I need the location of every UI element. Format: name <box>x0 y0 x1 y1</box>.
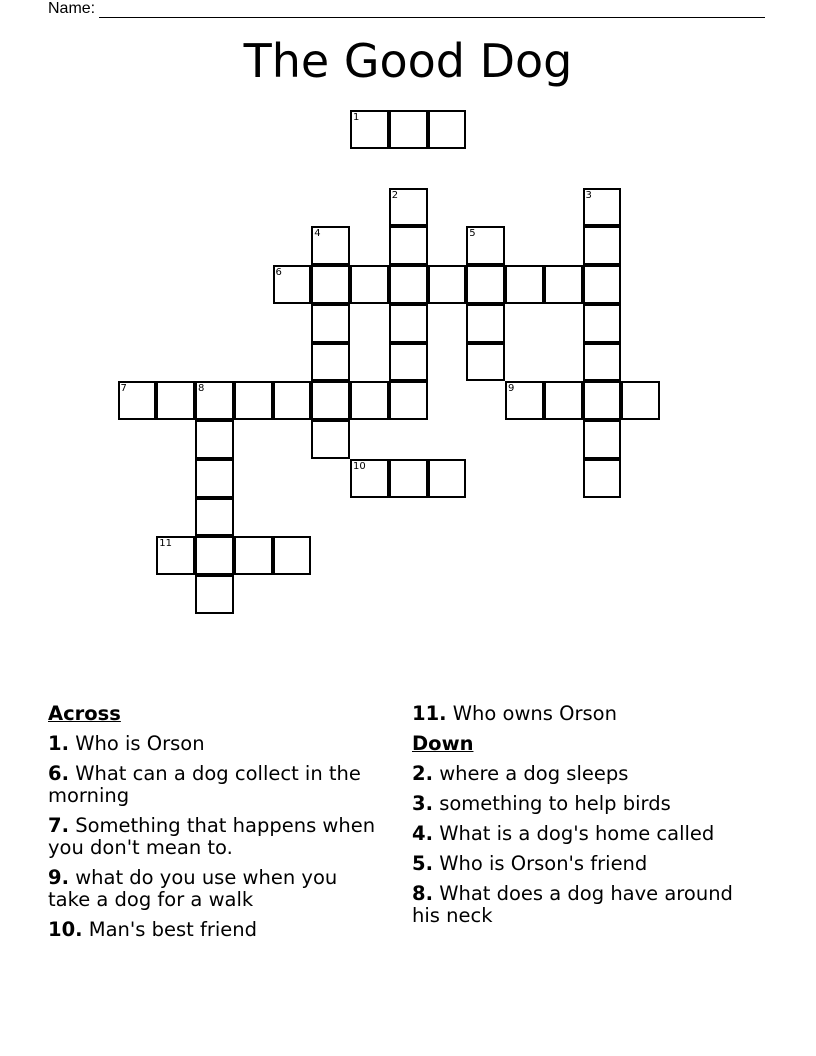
clue-item <box>412 703 742 725</box>
clue-num: 4. <box>412 822 433 845</box>
grid-cell[interactable] <box>195 536 234 575</box>
grid-cell[interactable] <box>583 304 622 343</box>
clue-number: 3 <box>585 189 592 201</box>
clue-num: 11. <box>412 702 447 725</box>
grid-cell[interactable] <box>583 265 622 304</box>
grid-cell[interactable] <box>195 575 234 614</box>
grid-cell[interactable] <box>389 110 428 149</box>
grid-cell[interactable] <box>389 226 428 265</box>
clue-text: Man's best friend <box>88 918 258 941</box>
clues-column-left <box>48 703 378 949</box>
clue-item <box>48 815 378 859</box>
clue-num: 1. <box>48 732 69 755</box>
clue-item <box>48 867 378 911</box>
grid-cell[interactable] <box>466 304 505 343</box>
grid-cell[interactable] <box>311 420 350 459</box>
grid-cell[interactable] <box>389 343 428 382</box>
grid-cell[interactable] <box>505 265 544 304</box>
grid-cell[interactable] <box>195 498 234 537</box>
clue-number: 4 <box>314 228 321 240</box>
grid-cell[interactable] <box>350 381 389 420</box>
clue-text: where a dog sleeps <box>439 762 629 785</box>
grid-cell[interactable] <box>583 226 622 265</box>
grid-cell[interactable] <box>583 459 622 498</box>
grid-cell[interactable] <box>428 265 467 304</box>
clue-num: 10. <box>48 918 83 941</box>
clue-num: 7. <box>48 814 69 837</box>
grid-cell[interactable] <box>273 536 312 575</box>
clue-number: 8 <box>198 383 205 395</box>
clue-number: 10 <box>353 460 366 472</box>
clue-text: something to help birds <box>439 792 671 815</box>
grid-cell[interactable] <box>350 110 389 149</box>
grid-cell[interactable] <box>311 304 350 343</box>
grid-cell[interactable] <box>544 381 583 420</box>
grid-cell[interactable] <box>156 381 195 420</box>
grid-cell[interactable] <box>195 381 234 420</box>
grid-cell[interactable] <box>466 343 505 382</box>
grid-cell[interactable] <box>118 381 157 420</box>
grid-cell[interactable] <box>466 226 505 265</box>
clue-item <box>412 823 742 845</box>
clue-number: 11 <box>159 538 172 550</box>
clues-column-right <box>412 703 742 935</box>
name-line[interactable] <box>99 3 765 18</box>
grid-cell[interactable] <box>273 265 312 304</box>
grid-cell[interactable] <box>389 304 428 343</box>
grid-cell[interactable] <box>389 188 428 227</box>
clue-text: Who is Orson <box>75 732 205 755</box>
grid-cell[interactable] <box>583 381 622 420</box>
grid-cell[interactable] <box>195 459 234 498</box>
clue-number: 9 <box>508 383 515 395</box>
clue-text: What can a dog collect in the morning <box>48 762 361 807</box>
clue-number: 2 <box>391 189 399 201</box>
grid-cell[interactable] <box>583 420 622 459</box>
grid-cell[interactable] <box>311 226 350 265</box>
clue-num: 3. <box>412 792 433 815</box>
clue-item <box>412 793 742 815</box>
grid-cell[interactable] <box>583 343 622 382</box>
grid-cell[interactable] <box>583 188 622 227</box>
clue-text: Who owns Orson <box>452 702 617 725</box>
name-label: Name: <box>48 0 96 17</box>
clue-num: 6. <box>48 762 69 785</box>
clue-num: 2. <box>412 762 433 785</box>
clue-num: 9. <box>48 866 69 889</box>
page-title: The Good Dog <box>243 34 573 88</box>
grid-cell[interactable] <box>350 459 389 498</box>
grid-cell[interactable] <box>428 110 467 149</box>
grid-cell[interactable] <box>389 459 428 498</box>
grid-cell[interactable] <box>273 381 312 420</box>
grid-cell[interactable] <box>389 265 428 304</box>
clue-text: Something that happens when you don't mean to. <box>48 814 376 859</box>
clue-number: 7 <box>120 383 127 395</box>
grid-cell[interactable] <box>311 381 350 420</box>
grid-cell[interactable] <box>544 265 583 304</box>
grid-cell[interactable] <box>505 381 544 420</box>
grid-cell[interactable] <box>621 381 660 420</box>
across-heading: Across <box>48 702 121 725</box>
clue-text: Who is Orson's friend <box>439 852 648 875</box>
clue-item <box>48 919 378 941</box>
grid-cell[interactable] <box>350 265 389 304</box>
grid-cell[interactable] <box>311 343 350 382</box>
clue-item <box>412 763 742 785</box>
grid-cell[interactable] <box>156 536 195 575</box>
clue-number: 1 <box>353 112 360 123</box>
grid-cell[interactable] <box>428 459 467 498</box>
name-field[interactable] <box>48 0 765 18</box>
down-heading: Down <box>412 732 474 755</box>
clue-text: What is a dog's home called <box>439 822 715 845</box>
grid-cell[interactable] <box>234 536 273 575</box>
grid-cell[interactable] <box>195 420 234 459</box>
clue-item <box>412 883 742 927</box>
clue-num: 8. <box>412 882 433 905</box>
grid-cell[interactable] <box>389 381 428 420</box>
clue-item <box>48 763 378 807</box>
clue-item <box>48 733 378 755</box>
clue-num: 5. <box>412 852 433 875</box>
grid-cell[interactable] <box>234 381 273 420</box>
clue-number: 5 <box>469 228 476 240</box>
clue-text: what do you use when you take a dog for a walk <box>48 866 338 911</box>
grid-cell[interactable] <box>466 265 505 304</box>
grid-cell[interactable] <box>311 265 350 304</box>
clue-number: 6 <box>275 267 282 278</box>
clue-text: What does a dog have around his neck <box>412 882 733 927</box>
clue-item <box>412 853 742 875</box>
